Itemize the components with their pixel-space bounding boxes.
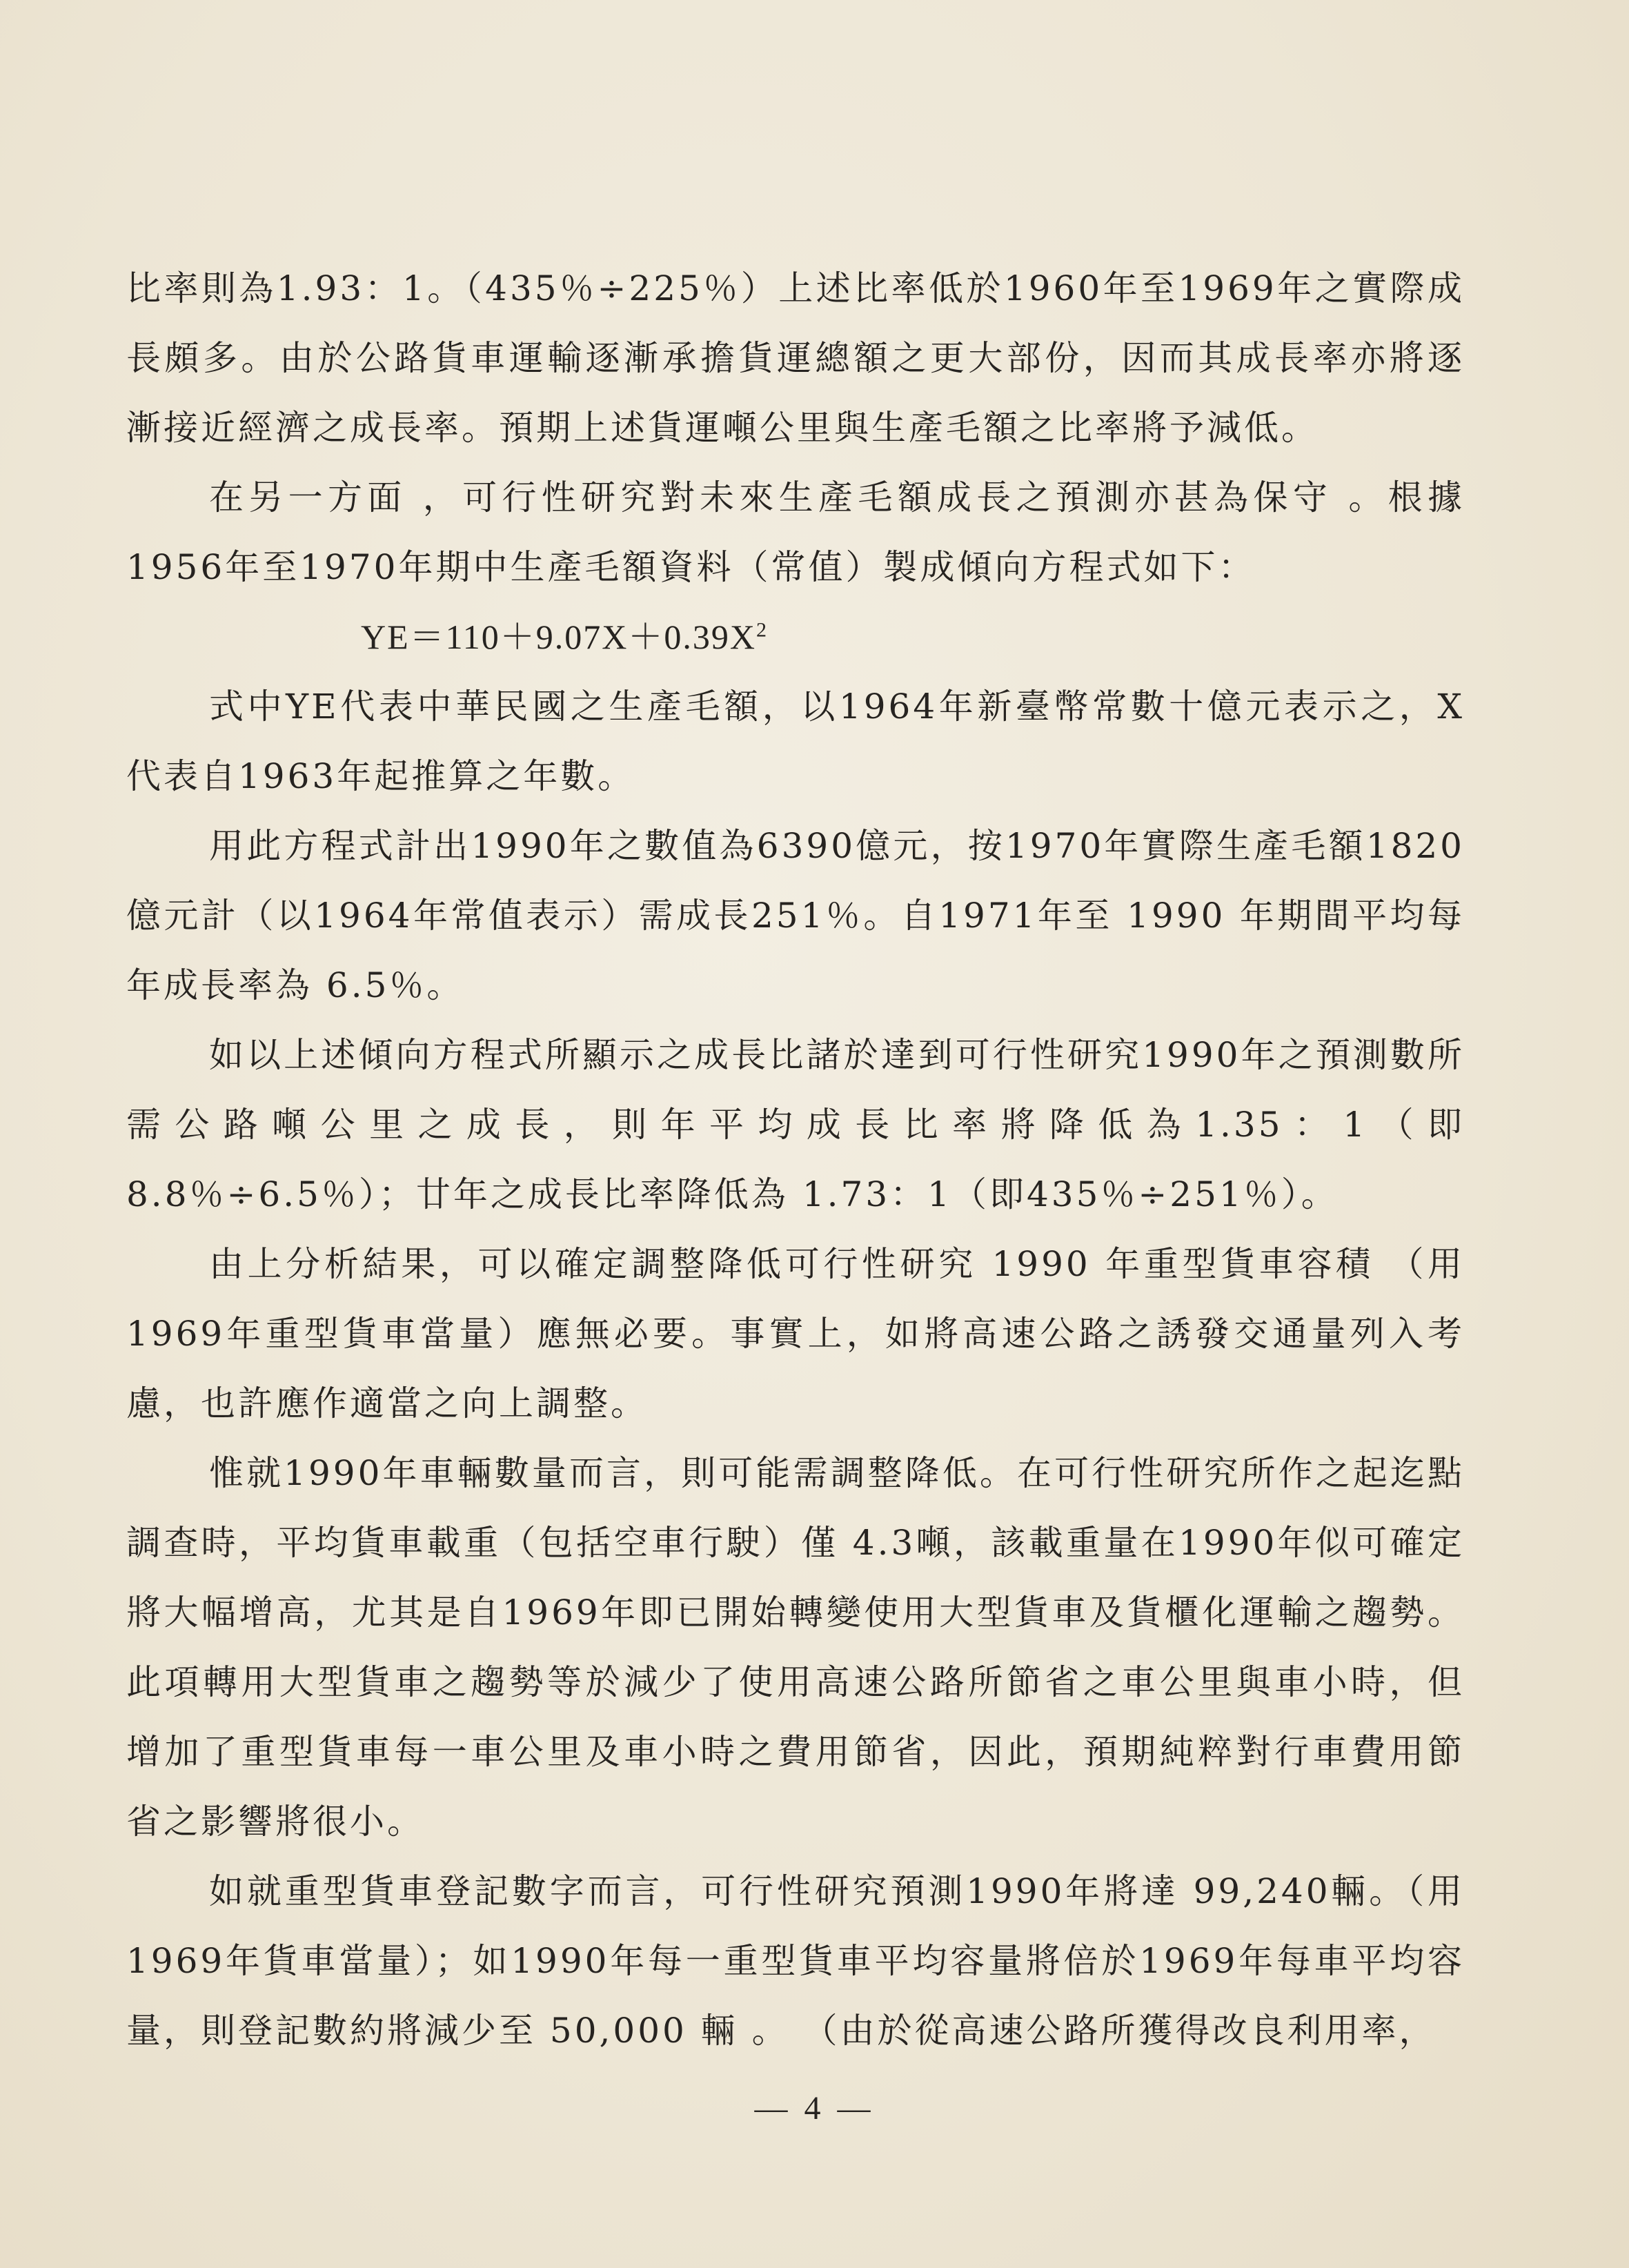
paragraph-5: 如以上述傾向方程式所顯示之成長比諸於達到可行性研究1990年之預測數所需公路噸公里之成長，則年平均成長比率將降低為1.35：1（即 8.8％÷6.5％）；廿年之成長比率降低為 1.73：1（即435％÷251％）。 — [126, 1035, 1465, 1214]
equation-exponent: 2 — [756, 618, 769, 642]
trend-equation — [126, 602, 1465, 672]
equation-base: YE＝110＋9.07X＋0.39X — [361, 618, 757, 656]
paragraph-6: 由上分析結果，可以確定調整降低可行性研究 1990 年重型貨車容積 （用1969年重型貨車當量）應無必要。事實上，如將高速公路之誘發交通量列入考慮，也許應作適當之向上調整。 — [126, 1244, 1465, 1423]
paragraph-4: 用此方程式計出1990年之數值為6390億元，按1970年實際生產毛額1820億元計（以1964年常值表示）需成長251％。自1971年至 1990 年期間平均每年成長率為 6.5％。 — [126, 826, 1465, 1005]
paragraph-7: 惟就1990年車輛數量而言，則可能需調整降低。在可行性研究所作之起迄點調查時，平均貨車載重（包括空車行駛）僅 4.3噸，該載重量在1990年似可確定將大幅增高，尤其是自1969年即已開始轉變使用大型貨車及貨櫃化運輸之趨勢。此項轉用大型貨車之趨勢等於減少了使用高速公路所節省之車公里與車小時，但增加了重型貨車每一車公里及車小時之費用節省，因此，預期純粹對行車費用節省之影響將很小。 — [126, 1453, 1465, 1842]
page-number: — 4 — — [754, 2090, 875, 2127]
paragraph-1: 比率則為1.93：1。（435％÷225％）上述比率低於1960年至1969年之實際成長頗多。由於公路貨車運輸逐漸承擔貨運總額之更大部份，因而其成長率亦將逐漸接近經濟之成長率。預期上述貨運噸公里與生產毛額之比率將予減低。 — [126, 268, 1465, 448]
paragraph-8: 如就重型貨車登記數字而言，可行性研究預測1990年將達 99,240輛。（用1969年貨車當量）；如1990年每一重型貨車平均容量將倍於1969年每車平均容量，則登記數約將減少至 50,000 輛 。 （由於從高速公路所獲得改良利用率， — [126, 1871, 1465, 2051]
body-text — [126, 254, 1465, 2066]
paragraph-2: 在另一方面 ，可行性研究對未來生產毛額成長之預測亦甚為保守 。根據1956年至1970年期中生產毛額資料（常值）製成傾向方程式如下： — [126, 477, 1465, 587]
paragraph-3: 式中YE代表中華民國之生產毛額，以1964年新臺幣常數十億元表示之，X代表自1963年起推算之年數。 — [126, 687, 1465, 796]
